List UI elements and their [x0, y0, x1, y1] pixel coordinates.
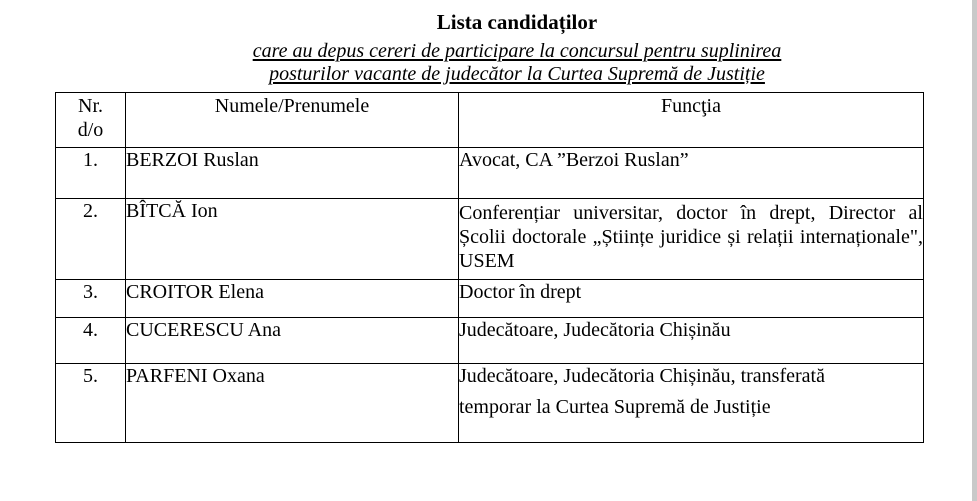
header-nr-line1: Nr.: [78, 95, 103, 117]
header-nr: [56, 93, 126, 148]
subtitle-line-1: care au depus cereri de participare la concursul pentru suplinirea: [252, 40, 782, 62]
candidate-name: CROITOR Elena: [126, 280, 459, 318]
row-number: 1.: [56, 148, 126, 199]
candidate-name: BÎTCĂ Ion: [126, 199, 459, 280]
candidate-function: Avocat, CA ”Berzoi Ruslan”: [459, 148, 924, 199]
row-number: 4.: [56, 318, 126, 364]
candidate-name: CUCERESCU Ana: [126, 318, 459, 364]
header-function-label: Funcţia: [661, 95, 721, 117]
row-number: 3.: [56, 280, 126, 318]
candidate-function: Judecătoare, Judecătoria Chișinău: [459, 318, 924, 364]
candidate-name: PARFENI Oxana: [126, 364, 459, 443]
table-row: [56, 148, 924, 199]
table-row: [56, 280, 924, 318]
candidate-function: [459, 364, 924, 443]
candidate-name: BERZOI Ruslan: [126, 148, 459, 199]
table-row: [56, 364, 924, 443]
header-function: [459, 93, 924, 148]
header-nr-line2: d/o: [77, 119, 104, 141]
candidate-function-line-1: Judecătoare, Judecătoria Chișinău, transferată: [459, 365, 825, 387]
header-name: [126, 93, 459, 148]
row-number: 2.: [56, 199, 126, 280]
candidate-function-line-2: temporar la Curtea Supremă de Justiție: [459, 396, 771, 418]
page-title: Lista candidaților: [436, 10, 598, 34]
row-number: 5.: [56, 364, 126, 443]
table-row: [56, 318, 924, 364]
table-header-row: [56, 93, 924, 148]
table-row: [56, 199, 924, 280]
subtitle-line-2: posturilor vacante de judecător la Curtea Supremă de Justiție: [269, 63, 765, 85]
header-name-label: Numele/Prenumele: [214, 95, 370, 117]
candidate-function: Conferențiar universitar, doctor în drept, Director al Școlii doctorale „Științe juridice și relații internaționale", USEM: [459, 199, 924, 280]
candidates-table: [55, 92, 924, 443]
candidate-function: Doctor în drept: [459, 280, 924, 318]
